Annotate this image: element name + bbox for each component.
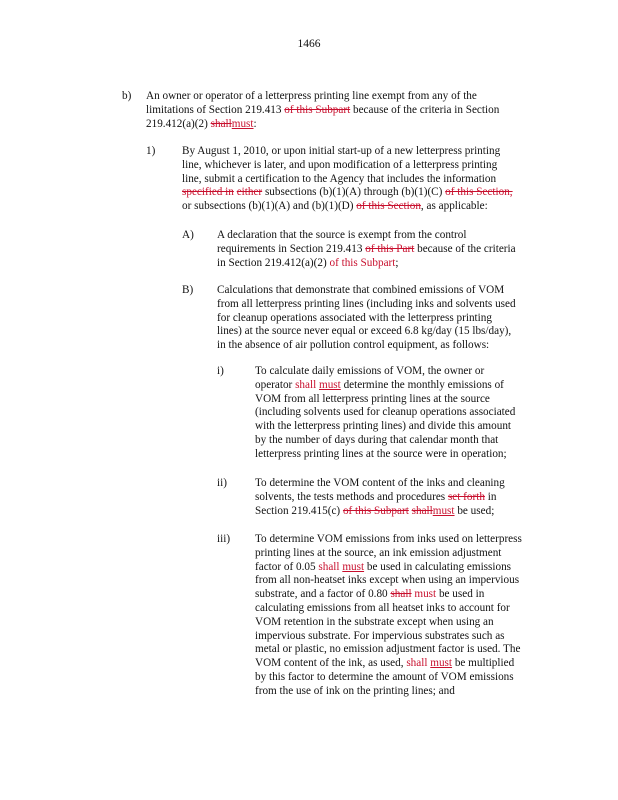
text-run: limitations of Section 219.413 — [146, 103, 285, 116]
paragraph-B-label: B) — [182, 284, 194, 296]
text-run: line, submit a certification to the Agency that includes the information — [182, 172, 497, 185]
text-run: An owner or operator of a letterpress printing line exempt from any of the — [146, 90, 477, 102]
text-run: 219.412(a)(2) — [146, 117, 211, 130]
text-run: VOM retention in the substrate except when using an — [255, 615, 494, 628]
text-run: from all non-heatset inks except when using an impervious — [255, 574, 520, 587]
text-line — [255, 561, 522, 575]
text-run: printing lines at the source, an ink emission adjustment — [255, 546, 502, 559]
text-line — [182, 173, 513, 187]
text-line — [146, 118, 499, 132]
text-line — [146, 104, 499, 118]
text-run: be used in calculating emissions — [364, 560, 512, 573]
text-line — [255, 671, 522, 685]
text-line — [182, 186, 513, 200]
text-run: from the use of ink on the printing lines; and — [255, 684, 455, 697]
text-line — [255, 420, 515, 434]
paragraph-i-label: i) — [217, 365, 224, 377]
text-run: To calculate daily emissions of VOM, the owner or — [255, 365, 485, 377]
paragraph-B-text — [217, 284, 516, 353]
inserted-text: must — [430, 657, 453, 670]
text-line — [217, 229, 516, 243]
text-line — [255, 379, 515, 393]
text-run: (including solvents used for cleanup operations associated — [255, 406, 516, 419]
text-line — [255, 616, 522, 630]
text-run: factor of 0.05 — [255, 560, 319, 573]
text-line — [255, 643, 522, 657]
text-run: in Section 219.412(a)(2) — [217, 256, 330, 269]
paragraph-ii-label: ii) — [217, 477, 227, 489]
text-line — [255, 630, 522, 644]
text-run: metal or plastic, no emission adjustment factor is used. The — [255, 643, 521, 656]
text-run: line, whichever is later, and upon modification of a letterpress printing — [182, 158, 498, 171]
text-run: be used in — [436, 588, 485, 601]
paragraph-b-label: b) — [122, 90, 132, 102]
text-run: because of the criteria — [414, 242, 516, 255]
text-line — [217, 257, 516, 271]
paragraph-iii-label: iii) — [217, 533, 231, 545]
text-line — [255, 505, 505, 519]
deleted-text: of this Section, — [445, 186, 513, 199]
text-line — [217, 284, 516, 298]
deleted-text: specified in — [182, 186, 234, 199]
text-run: Calculations that demonstrate that combined emissions of VOM — [217, 284, 505, 296]
deleted-text: of this Section — [356, 200, 421, 213]
text-run: solvents, the tests methods and procedures — [255, 490, 448, 503]
deleted-text: either — [236, 186, 263, 199]
text-run: by this factor to determine the amount of VOM emissions — [255, 670, 514, 683]
text-line — [255, 477, 505, 491]
text-run: To determine VOM emissions from inks used on letterpress — [255, 533, 522, 545]
text-line — [255, 533, 522, 547]
text-run: by the number of days during that calendar month that — [255, 433, 499, 446]
text-run: VOM from all letterpress printing lines at the source — [255, 392, 490, 405]
text-run: calculating emissions from all heatset inks to account for — [255, 601, 510, 614]
text-line — [255, 602, 522, 616]
text-line — [255, 406, 515, 420]
text-run: subsections (b)(1)(A) through (b)(1)(C) — [262, 186, 446, 199]
text-run: Section 219.415(c) — [255, 504, 343, 517]
highlighted-text: must — [414, 588, 437, 601]
paragraph-1-label: 1) — [146, 145, 156, 157]
text-run: in — [484, 490, 497, 503]
paragraph-ii-text — [255, 477, 505, 518]
text-run: : — [253, 117, 257, 130]
text-line — [182, 200, 513, 214]
inserted-text: must — [342, 560, 365, 573]
paragraph-A-text — [217, 229, 516, 270]
text-line — [255, 547, 522, 561]
inserted-text: must — [231, 117, 254, 130]
highlighted-text: shall — [295, 378, 317, 391]
text-line — [217, 325, 516, 339]
text-run: from all letterpress printing lines (including inks and solvents used — [217, 297, 516, 310]
text-run: requirements in Section 219.413 — [217, 242, 366, 255]
text-run: By August 1, 2010, or upon initial start-up of a new letterpress printing — [182, 145, 501, 157]
text-line — [255, 657, 522, 671]
page-number: 1466 — [297, 38, 321, 50]
text-run: or subsections (b)(1)(A) and (b)(1)(D) — [182, 200, 357, 213]
text-run: determine the monthly emissions of — [340, 378, 504, 391]
highlighted-text: of this Subpart — [329, 256, 396, 269]
text-run: be used; — [454, 504, 495, 517]
paragraph-b-text — [146, 90, 499, 131]
inserted-text: must — [319, 378, 341, 391]
text-line — [255, 365, 515, 379]
text-run: A declaration that the source is exempt from the control — [217, 229, 467, 241]
text-line — [146, 90, 499, 104]
text-run: operator — [255, 378, 296, 391]
text-run: letterpress printing lines at the source were in operation; — [255, 447, 507, 460]
deleted-text: shall — [390, 588, 412, 601]
paragraph-i-text — [255, 365, 515, 462]
deleted-text: of this Subpart — [284, 103, 351, 116]
deleted-text: shall — [411, 504, 433, 517]
text-line — [255, 574, 522, 588]
text-line — [217, 312, 516, 326]
inserted-text: must — [432, 504, 455, 517]
text-run: ; — [395, 256, 399, 269]
text-run: with the letterpress printing lines) and divide this amount — [255, 420, 512, 433]
text-line — [255, 491, 505, 505]
text-line — [182, 159, 513, 173]
highlighted-text: shall — [318, 560, 340, 573]
text-line — [217, 298, 516, 312]
paragraph-A-label: A) — [182, 229, 194, 241]
text-run: for cleanup operations associated with the letterpress printing — [217, 311, 492, 324]
text-line — [217, 339, 516, 353]
text-run: , as applicable: — [420, 200, 488, 213]
text-line — [255, 434, 515, 448]
deleted-text: of this Subpart — [342, 504, 409, 517]
text-run: be multiplied — [452, 657, 515, 670]
deleted-text: set forth — [447, 490, 485, 503]
text-run: substrate, and a factor of 0.80 — [255, 588, 391, 601]
text-run: because of the criteria in Section — [350, 103, 500, 116]
text-run: lines) at the source never equal or exceed 6.8 kg/day (15 lbs/day), — [217, 325, 512, 338]
text-line — [255, 448, 515, 462]
text-run: VOM content of the ink, as used, — [255, 657, 407, 670]
paragraph-1-text — [182, 145, 513, 214]
text-run: To determine the VOM content of the inks and cleaning — [255, 477, 505, 489]
text-run: in the absence of air pollution control equipment, as follows: — [217, 339, 490, 352]
text-line — [182, 145, 513, 159]
text-line — [255, 588, 522, 602]
text-line — [255, 685, 522, 699]
deleted-text: shall — [210, 117, 232, 130]
highlighted-text: shall — [406, 657, 428, 670]
deleted-text: of this Part — [365, 242, 415, 255]
paragraph-iii-text — [255, 533, 522, 699]
text-run: impervious substrate. For impervious substrates such as — [255, 629, 505, 642]
text-line — [217, 243, 516, 257]
text-line — [255, 393, 515, 407]
